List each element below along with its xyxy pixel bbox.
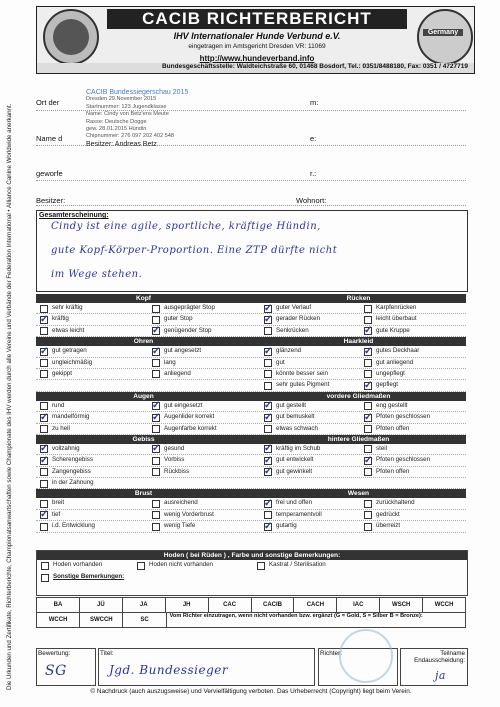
sticker-date: Dresden 29.November 2015 [86, 96, 157, 103]
gesamterscheinung-box[interactable] [36, 210, 468, 292]
grade-cell[interactable]: CACH [294, 598, 337, 612]
handwriting-line-1: Cindy ist eine agile, sportliche, kräftige Hündin, [51, 221, 321, 232]
option-checkbox[interactable] [40, 370, 48, 378]
option-checkbox[interactable] [40, 445, 48, 453]
option-checkbox[interactable] [152, 425, 160, 433]
option-label: rund [52, 401, 65, 409]
check-mark-icon: ✓ [152, 443, 161, 455]
kastrat-label: Kastrat / Sterilisation [269, 561, 326, 568]
option-label: gutartig [276, 522, 297, 530]
option-label: gute Kruppe [376, 326, 410, 334]
option-checkbox[interactable] [364, 500, 372, 508]
sonstige-label: Sonstige Bemerkungen: [53, 573, 125, 580]
check-mark-icon: ✓ [364, 379, 373, 391]
option-label: kräftig [52, 315, 69, 323]
wohnort-label: Wohnort: [296, 196, 327, 205]
grade-cell[interactable]: JA [123, 598, 166, 612]
r-label: r.: [310, 169, 317, 178]
grade-cell[interactable]: BA [37, 598, 80, 612]
option-label: ungleichmäßig [52, 358, 93, 366]
section-header-2 [36, 392, 466, 401]
option-label: guter Stop [164, 315, 193, 323]
option-checkbox[interactable] [152, 327, 160, 335]
titel-value: Jgd. Bundessieger [109, 663, 229, 677]
hoden-section [36, 550, 468, 596]
option-label: gut [276, 358, 285, 366]
hoden-vorhanden-label: Hoden vorhanden [53, 561, 103, 568]
option-checkbox[interactable] [40, 313, 49, 325]
section-title-left: Augen [133, 392, 154, 400]
ort-label: Ort der [36, 98, 60, 107]
option-label: guter Verlauf [276, 304, 312, 311]
grade-cell[interactable]: WCCH [434, 602, 454, 608]
grade-cell[interactable]: JH [166, 598, 209, 612]
option-label: genügender Stop [164, 326, 212, 334]
section-title-right: hintere Gliedmaßen [327, 435, 390, 443]
option-label: wenig Vorderbrust [164, 510, 214, 518]
option-label: leicht überbaut [376, 315, 417, 323]
titel-box[interactable]: Titel: Jgd. Bundessieger [98, 648, 315, 686]
sticker-breed: Rasse: Deutsche Dogge [86, 118, 147, 125]
kastrat-checkbox[interactable] [257, 562, 265, 570]
option-checkbox[interactable] [152, 468, 160, 476]
option-label: gesund [164, 444, 185, 452]
sticker-birth: gew. 28.01.2015 Hündin [86, 126, 147, 133]
option-checkbox[interactable] [264, 313, 273, 325]
option-checkbox[interactable] [264, 497, 273, 509]
option-label: gekippt [52, 369, 72, 377]
option-checkbox[interactable] [40, 345, 49, 357]
grid-row [36, 444, 466, 455]
check-mark-icon: ✓ [264, 400, 273, 412]
option-label: Rückbiss [164, 467, 190, 475]
check-mark-icon: ✓ [40, 345, 49, 357]
option-label: in der Zahnung [52, 479, 94, 487]
name-label: Name d [36, 134, 63, 143]
option-checkbox[interactable] [40, 425, 48, 433]
section-title-right: Rücken [346, 295, 371, 302]
option-checkbox[interactable] [264, 445, 272, 453]
option-label: Karpfenrücken [376, 304, 417, 311]
check-mark-icon: ✓ [152, 325, 161, 337]
option-checkbox[interactable] [152, 370, 160, 378]
org-register: eingetragen im Amtsgericht Dresden VR: 11069 [188, 43, 326, 50]
option-checkbox[interactable] [364, 454, 373, 466]
option-checkbox[interactable] [152, 523, 160, 531]
option-checkbox[interactable] [152, 511, 160, 519]
grade-cell[interactable]: CACIB [252, 598, 295, 612]
section-header-3 [36, 435, 466, 444]
sticker-startnumber: Startnummer: 123 Jugendklasse [86, 103, 167, 110]
option-label: gerader Rücken [276, 315, 321, 323]
bewertung-value: SG [45, 663, 67, 679]
option-label: gut entwickelt [276, 456, 314, 464]
section-title-right: vordere Gliedmaßen [326, 392, 391, 400]
option-checkbox[interactable] [264, 359, 272, 367]
handwriting-line-2: gute Kopf-Körper-Proportion. Eine ZTP dürfte nicht [51, 245, 338, 256]
option-label: gepflegt [376, 381, 399, 389]
org-name: IHV Internationaler Hunde Verbund e.V. [173, 31, 341, 41]
option-label: gut gewinkelt [276, 467, 313, 475]
check-mark-icon: ✓ [264, 454, 273, 466]
option-label: gut eingesetzt [164, 401, 203, 409]
option-label: frei und offen [276, 499, 313, 507]
option-label: gut getragen [52, 347, 87, 355]
section-title-left: Ohren [133, 338, 154, 346]
option-label: gut gestellt [276, 401, 306, 409]
evaluation-grid [36, 294, 466, 533]
grid-row [36, 510, 466, 521]
option-checkbox[interactable] [364, 523, 372, 531]
org-url[interactable]: http://www.hundeverband.info [199, 54, 315, 63]
option-label: Zangengebiss [52, 467, 91, 475]
check-mark-icon: ✓ [152, 411, 161, 423]
option-label: sehr gutes Pigment [276, 381, 330, 389]
option-checkbox[interactable] [364, 445, 372, 453]
grid-row [36, 478, 466, 489]
check-mark-icon: ✓ [364, 345, 373, 357]
section-header-4 [36, 489, 466, 498]
option-checkbox[interactable] [152, 500, 160, 508]
option-checkbox[interactable] [40, 327, 48, 335]
option-checkbox[interactable] [264, 382, 272, 390]
section-title-left: Kopf [135, 295, 151, 302]
teilnahme-value: ja [435, 669, 446, 682]
option-checkbox[interactable] [364, 305, 372, 313]
option-checkbox[interactable] [264, 370, 272, 378]
show-name: CACIB Bundessiegerschau 2015 [86, 89, 189, 96]
option-label: Vorbiss [164, 456, 185, 464]
option-label: mandelförmig [52, 413, 90, 421]
entry-sticker [86, 89, 226, 148]
option-label: könnte besser sein [276, 369, 328, 377]
ihv-seal-right: Germany [417, 9, 473, 65]
teilnahme-box[interactable]: Teilname Endausscheidung: ja [400, 648, 468, 686]
option-label: vollzahnig [52, 444, 80, 452]
option-label: zu hell [52, 424, 70, 432]
option-checkbox[interactable] [264, 520, 273, 532]
option-label: Senkrücken [276, 326, 309, 334]
check-mark-icon: ✓ [264, 411, 273, 423]
option-checkbox[interactable] [152, 305, 160, 313]
grid-row [36, 346, 466, 357]
besitzer-label: Besitzer: [36, 196, 66, 205]
option-checkbox[interactable] [40, 411, 49, 423]
option-checkbox[interactable] [364, 316, 372, 324]
check-mark-icon: ✓ [152, 345, 161, 357]
option-checkbox[interactable] [264, 454, 273, 466]
side-legal-text: Die Urkunden und Zertifikate, Richterberichte, Championatsanwartschaften sowie Championate des IHV werden durch alle Vereine und Verbände der Federation International • Alliance Canine Worldwide anerkannt. [6, 103, 13, 690]
official-stamp [339, 629, 393, 683]
option-label: Augenlider korrekt [164, 413, 215, 421]
option-checkbox[interactable] [40, 523, 48, 531]
hoden-header: Hoden ( bei Rüden ) , Farbe und sonstige Bemerkungen: [163, 552, 341, 559]
option-checkbox[interactable] [40, 359, 48, 367]
sonstige-checkbox[interactable] [41, 574, 49, 582]
grade-cell[interactable]: WCCH [37, 613, 80, 627]
e-label: e: [310, 134, 317, 143]
option-label: lang [164, 358, 176, 366]
grid-row [36, 369, 466, 380]
option-label: ausgeprägter Stop [164, 304, 215, 311]
check-mark-icon: ✓ [40, 454, 49, 466]
report-header [36, 6, 475, 74]
check-mark-icon: ✓ [264, 302, 273, 314]
grid-row [36, 412, 466, 423]
office-address: Bundesgeschäftsstelle: Waldteichstraße 60, 01468 Bosdorf, Tel.: 0351/8488180, Fax: 0351 / 4727719 [37, 63, 474, 73]
gesamterscheinung-label: Gesamterscheinung: [39, 212, 109, 219]
option-checkbox[interactable] [364, 411, 373, 423]
check-mark-icon: ✓ [364, 325, 373, 337]
option-label: etwas leicht [52, 326, 85, 334]
option-checkbox[interactable] [152, 402, 160, 410]
option-label: Pfoten offen [376, 424, 410, 432]
option-checkbox[interactable] [364, 425, 372, 433]
option-checkbox[interactable] [152, 411, 161, 423]
option-label: Pfoten geschlossen [376, 456, 431, 464]
section-title-left: Brust [134, 490, 153, 498]
option-checkbox[interactable] [264, 511, 272, 519]
option-checkbox[interactable] [364, 345, 373, 357]
check-mark-icon: ✓ [264, 497, 273, 509]
option-checkbox[interactable] [40, 468, 48, 476]
option-checkbox[interactable] [40, 480, 48, 488]
option-checkbox[interactable] [264, 302, 273, 314]
section-title-left: Gebiss [132, 435, 155, 443]
option-checkbox[interactable] [152, 359, 160, 367]
option-label: Pfoten offen [376, 467, 410, 475]
footer-copyright: © Nachdruck (auch auszugsweise) und Vervielfältigung verboten. Das Urheberrecht (Copyright) liegt beim Verein. [90, 688, 412, 695]
ihv-seal-left [43, 9, 99, 65]
report-title: CACIB RICHTERBERICHT [107, 9, 407, 29]
option-checkbox[interactable] [364, 327, 372, 335]
option-label: breit [52, 499, 65, 507]
option-label: etwas schwach [276, 424, 318, 432]
grade-cell[interactable]: SWCCH [80, 613, 123, 627]
option-checkbox[interactable] [40, 500, 48, 508]
option-label: wenig Tiefe [164, 522, 196, 530]
option-checkbox[interactable] [40, 511, 48, 519]
option-checkbox[interactable] [152, 445, 160, 453]
option-checkbox[interactable] [152, 316, 160, 324]
check-mark-icon: ✓ [40, 509, 49, 521]
option-label: steil [376, 444, 388, 452]
grid-row [36, 455, 466, 466]
grid-row [36, 303, 466, 314]
option-label: überreizt [376, 522, 401, 530]
option-label: sehr kräftig [52, 304, 83, 311]
option-checkbox[interactable] [364, 370, 372, 378]
check-mark-icon: ✓ [364, 411, 373, 423]
handwriting-line-3: im Wege stehen. [51, 269, 143, 280]
option-label: Pfoten geschlossen [376, 413, 431, 421]
grade-cell[interactable]: WSCH [380, 598, 423, 612]
grade-cell[interactable]: JÜ [80, 598, 123, 612]
check-mark-icon: ✓ [264, 466, 273, 478]
option-label: gut anliegend [376, 358, 414, 366]
option-checkbox[interactable] [364, 402, 372, 410]
option-label: anliegend [164, 369, 191, 377]
option-label: gut bemuskelt [276, 413, 315, 421]
option-checkbox[interactable] [264, 345, 273, 357]
option-label: tief [52, 510, 61, 518]
check-mark-icon: ✓ [264, 520, 273, 532]
option-label: Augenfarbe korrekt [164, 424, 217, 432]
grade-cell[interactable]: CAC [209, 598, 252, 612]
option-label: gedrückt [376, 510, 400, 518]
grid-row [36, 380, 466, 391]
option-label: zurückhaltend [376, 499, 415, 507]
grid-row [36, 358, 466, 369]
check-mark-icon: ✓ [264, 345, 273, 357]
option-label: kräftig im Schub [276, 444, 321, 452]
option-checkbox[interactable] [364, 379, 373, 391]
grid-row [36, 521, 466, 532]
section-header-1 [36, 337, 466, 346]
richter-box[interactable]: Richter: [318, 648, 398, 686]
option-label: ausreichend [164, 499, 198, 507]
m-label: m: [310, 98, 319, 107]
hoden-vorhanden-checkbox[interactable] [41, 562, 49, 570]
grid-row [36, 326, 466, 337]
option-checkbox[interactable] [40, 454, 49, 466]
geworfen-label: geworfe [36, 169, 63, 178]
check-mark-icon: ✓ [264, 443, 273, 455]
option-checkbox[interactable] [264, 411, 273, 423]
grid-row [36, 498, 466, 509]
option-checkbox[interactable] [40, 402, 48, 410]
option-checkbox[interactable] [364, 468, 372, 476]
check-mark-icon: ✓ [40, 411, 49, 423]
option-checkbox[interactable] [152, 345, 161, 357]
option-checkbox[interactable] [264, 425, 272, 433]
check-mark-icon: ✓ [364, 454, 373, 466]
check-mark-icon: ✓ [40, 313, 49, 325]
option-label: ungepflegt [376, 369, 405, 377]
grid-row [36, 314, 466, 325]
sticker-dog-name: Name: Cindy von Betz'ens Meute [86, 111, 169, 118]
option-label: gut angesetzt [164, 347, 202, 355]
sticker-chip: Chipnummer: 276 097 202 402 548 [86, 133, 175, 140]
hoden-nicht-vorhanden-label: Hoden nicht vorhanden [149, 561, 213, 568]
section-header-0 [36, 294, 466, 303]
hoden-nicht-vorhanden-checkbox[interactable] [137, 562, 145, 570]
check-mark-icon: ✓ [152, 400, 161, 412]
grid-row [36, 424, 466, 435]
option-label: eng gestellt [376, 401, 408, 409]
option-checkbox[interactable] [364, 359, 372, 367]
option-checkbox[interactable] [40, 305, 48, 313]
option-checkbox[interactable] [152, 457, 160, 465]
check-mark-icon: ✓ [40, 443, 49, 455]
option-label: glänzend [276, 347, 302, 355]
grid-row [36, 401, 466, 412]
grid-row [36, 467, 466, 478]
grade-cell[interactable]: IAC [337, 598, 380, 612]
option-checkbox[interactable] [264, 402, 272, 410]
option-label: i.d. Entwicklung [52, 522, 95, 530]
bewertung-box[interactable]: Bewertung: SG [36, 648, 96, 686]
option-checkbox[interactable] [364, 511, 372, 519]
option-checkbox[interactable] [264, 327, 272, 335]
option-checkbox[interactable] [264, 468, 272, 476]
signature-row [36, 648, 466, 686]
option-label: Scherengebiss [52, 456, 93, 464]
option-label: temperamentvoll [276, 510, 322, 518]
option-label: gutes Deckhaar [376, 347, 420, 355]
check-mark-icon: ✓ [264, 313, 273, 325]
section-title-right: Haarkleid [343, 338, 374, 346]
sticker-owner: Besitzer: Andreas Betz [86, 140, 157, 148]
grades-table [36, 597, 466, 628]
grade-cell[interactable]: SC [123, 613, 166, 627]
section-title-right: Wesen [347, 490, 370, 498]
grades-note: Vom Richter einzutragen, wenn nicht vorhanden bzw. ergänzt (G = Gold, S = Silber B = Bronze): [169, 613, 423, 619]
